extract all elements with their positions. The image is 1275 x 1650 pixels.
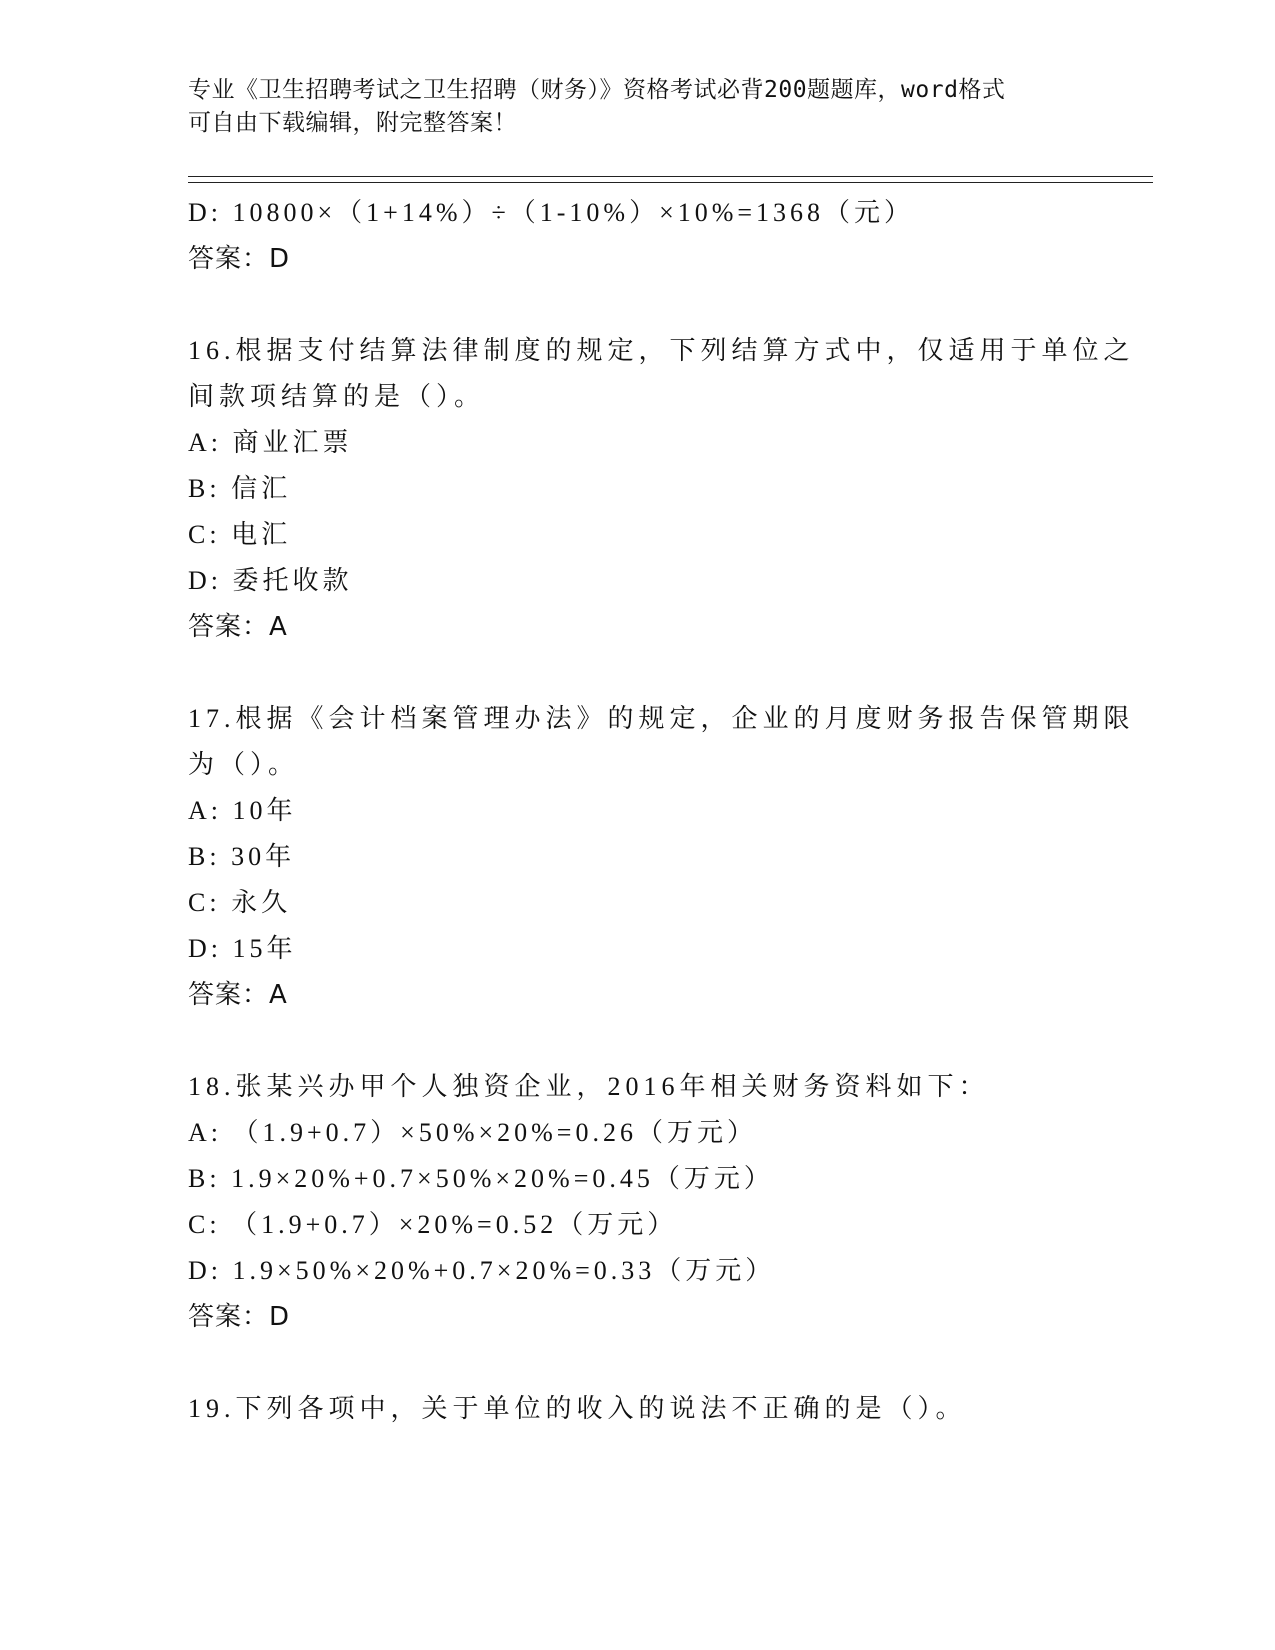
option-c: C: （1.9+0.7）×20%=0.52（万元） [188, 1210, 678, 1239]
question-15-tail [188, 190, 1088, 282]
question-18 [188, 1064, 1088, 1340]
header-divider-bottom [188, 182, 1153, 183]
question-stem: 16.根据支付结算法律制度的规定，下列结算方式中，仅适用于单位之 [188, 336, 1135, 365]
header-divider-top [188, 176, 1153, 177]
option-d: D: 10800×（1+14%）÷（1-10%）×10%=1368（元） [188, 198, 915, 227]
document-header [188, 74, 1088, 140]
option-a: A: （1.9+0.7）×50%×20%=0.26（万元） [188, 1118, 757, 1147]
answer-line: 答案：D [188, 244, 291, 274]
option-d: D: 1.9×50%×20%+0.7×20%=0.33（万元） [188, 1256, 776, 1285]
question-list [188, 190, 1135, 1432]
question-stem-continued: 为（）。 [188, 750, 300, 779]
question-17 [188, 696, 1135, 1018]
question-stem-continued: 间款项结算的是（）。 [188, 382, 486, 411]
answer-line: 答案：A [188, 980, 288, 1010]
option-d: D: 15年 [188, 934, 297, 963]
option-c: C: 永久 [188, 888, 292, 917]
answer-line: 答案：A [188, 612, 288, 642]
option-b: B: 1.9×20%+0.7×50%×20%=0.45（万元） [188, 1164, 774, 1193]
option-a: A: 10年 [188, 796, 297, 825]
option-b: B: 信汇 [188, 474, 292, 503]
question-stem: 19.下列各项中，关于单位的收入的说法不正确的是（）。 [188, 1394, 967, 1423]
option-b: B: 30年 [188, 842, 296, 871]
spacer [188, 1018, 1088, 1064]
question-16 [188, 328, 1135, 650]
header-line-2: 可自由下载编辑，附完整答案！ [188, 110, 517, 136]
spacer [188, 650, 1088, 696]
question-stem: 17.根据《会计档案管理办法》的规定，企业的月度财务报告保管期限 [188, 704, 1135, 733]
question-stem: 18.张某兴办甲个人独资企业，2016年相关财务资料如下： [188, 1072, 990, 1101]
option-c: C: 电汇 [188, 520, 292, 549]
option-d: D: 委托收款 [188, 566, 353, 595]
question-19 [188, 1386, 1088, 1432]
spacer [188, 1340, 1088, 1386]
option-a: A: 商业汇票 [188, 428, 353, 457]
spacer [188, 282, 1088, 328]
answer-line: 答案：D [188, 1302, 291, 1332]
header-line-1: 专业《卫生招聘考试之卫生招聘（财务）》资格考试必背200题题库，word格式 [188, 77, 1006, 103]
